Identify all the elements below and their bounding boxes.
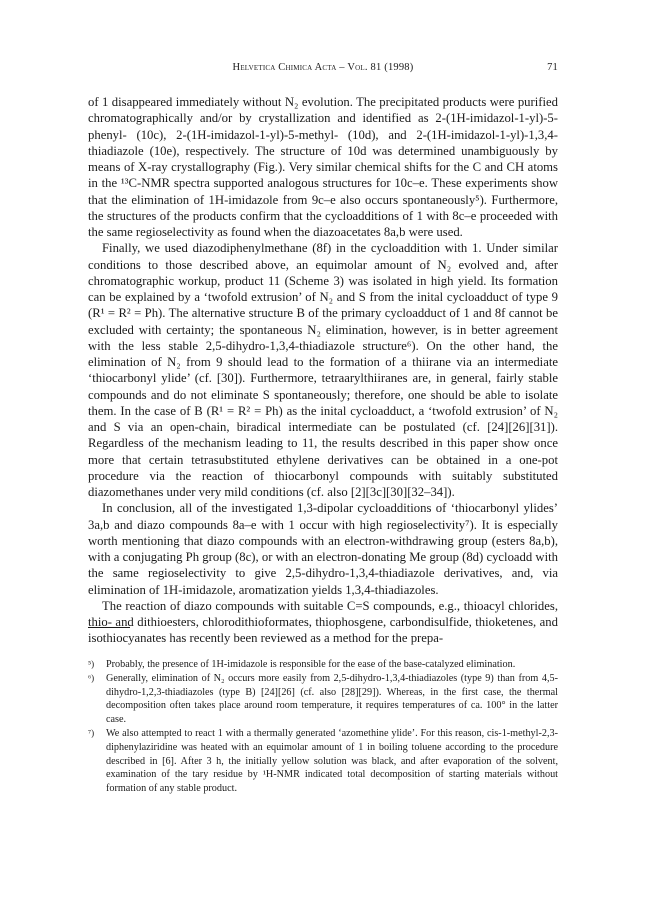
paragraph: The reaction of diazo compounds with suitable C=S compounds, e.g., thioacyl chlorides, thio- and dithioesters, chlorodithioformates, thiophosgene, carbondisulfide, thioketenes, and isothiocyanates has recently been reviewed as a method for the prepa- [88, 598, 558, 646]
running-header [88, 62, 558, 78]
footnote [88, 658, 558, 672]
footnote-text: Probably, the presence of 1H-imidazole is responsible for the ease of the base-catalyzed elimination. [106, 659, 516, 670]
body-text [88, 94, 558, 647]
footnote [88, 672, 558, 727]
footnote-text: Generally, elimination of N₂ occurs more easily from 2,5-dihydro-1,3,4-thiadiazoles (type 9) than from 4,5-dihydro-1,2,3-thiadiazoles (type B) [24][26] (cf. also [28][29]). Whereas, in the first case, the thermal decomposition often takes place around room temperature, it requires temperatures of ca. 100° in the latter case. [106, 672, 558, 726]
footnotes [88, 658, 558, 796]
paragraph: In conclusion, all of the investigated 1,3-dipolar cycloadditions of ‘thiocarbonyl ylides’ 3a,b and diazo compounds 8a–e with 1 occur with high regioselectivity⁷). It is especially worth mentioning that diazo compounds with an electron-withdrawing group (esters 8a,b), with a conjugating Ph group (8c), or with an electron-donating Me group (8d) cycloadd with the same regioselectivity to give 2,5-dihydro-1,3,4-thiadiazole derivatives, and, via elimination of 1H-imidazole, aromatization yields 1,3,4-thiadiazoles. [88, 501, 558, 597]
footnote-mark: ⁶) [88, 672, 95, 683]
footnote-rule [88, 627, 130, 628]
footnote-mark: ⁷) [88, 727, 95, 738]
paragraph: Finally, we used diazodiphenylmethane (8f) in the cycloaddition with 1. Under similar conditions to those described above, an equimolar amount of N₂ evolved and, after chromatographic workup, product 11 (Scheme 3) was isolated in high yield. Its formation can be explained by a ‘twofold extrusion’ of N₂ and S from the inital cycloadduct of type 9 (R¹ = R² = Ph). The alternative structure B of the primary cycloadduct of 1 and 8f cannot be excluded with certainty; the spontaneous N₂ elimination, however, is in better agreement with the less stable 2,5-dihydro-1,3,4-thiadiazole structure⁶). On the other hand, the elimination of N₂ from 9 should lead to the formation of a thiirane via an intermediate ‘thiocarbonyl ylide’ (cf. [30]). Furthermore, tetraarylthiiranes are, in general, fairly stable compounds and do not eliminate S spontaneously; therefore, one should be able to isolate them. In the case of B (R¹ = R² = Ph) as the inital cycloadduct, a ‘twofold extrusion’ of N₂ and S via an open-chain, biradical intermediate can be postulated (cf. [24][26][31]). Regardless of the mechanism leading to 11, the results described in this paper show once more that certain tetrasubstituted ethylene derivatives can be obtained in a one-pot procedure via the reaction of thiocarbonyl compounds with suitably substituted diazomethanes under very mild conditions (cf. also [2][3c][30][32–34]). [88, 241, 558, 499]
page-number: 71 [547, 62, 558, 73]
running-head: Helvetica Chimica Acta – Vol. 81 (1998) [232, 62, 414, 73]
footnote-text: We also attempted to react 1 with a thermally generated ‘azomethine ylide’. For this reason, cis-1-methyl-2,3-diphenylaziridine was heated with an equimolar amount of 1 in boiling toluene according to the procedure described in [6]. After 3 h, the initially yellow solution was black, and after evaporation of the solvent, examination of the tary residue by ¹H-NMR indicated total decomposition of starting materials without formation of any stable product. [106, 727, 558, 795]
footnote [88, 727, 558, 796]
paragraph: of 1 disappeared immediately without N₂ evolution. The precipitated products were purified chromatographically and/or by crystallization and identified as 2-(1H-imidazol-1-yl)-5-phenyl- (10c), 2-(1H-imidazol-1-yl)-5-methyl- (10d), and 2-(1H-imidazol-1-yl)-1,3,4-thiadiazole (10e), respectively. The structure of 10d was determined unambiguously by means of X-ray crystallography (Fig.). Very similar chemical shifts for the C and CH atoms in the ¹³C-NMR spectra supported analogous structures for 10c–e. These experiments show that the elimination of 1H-imidazole from 9c–e also occurs spontaneously⁵). Furthermore, the structures of the products confirm that the cycloadditions of 1 with 8c–e proceeded with the same regioselectivity as found when the diazoacetates 8a,b were used. [88, 95, 558, 239]
footnote-mark: ⁵) [88, 659, 95, 669]
